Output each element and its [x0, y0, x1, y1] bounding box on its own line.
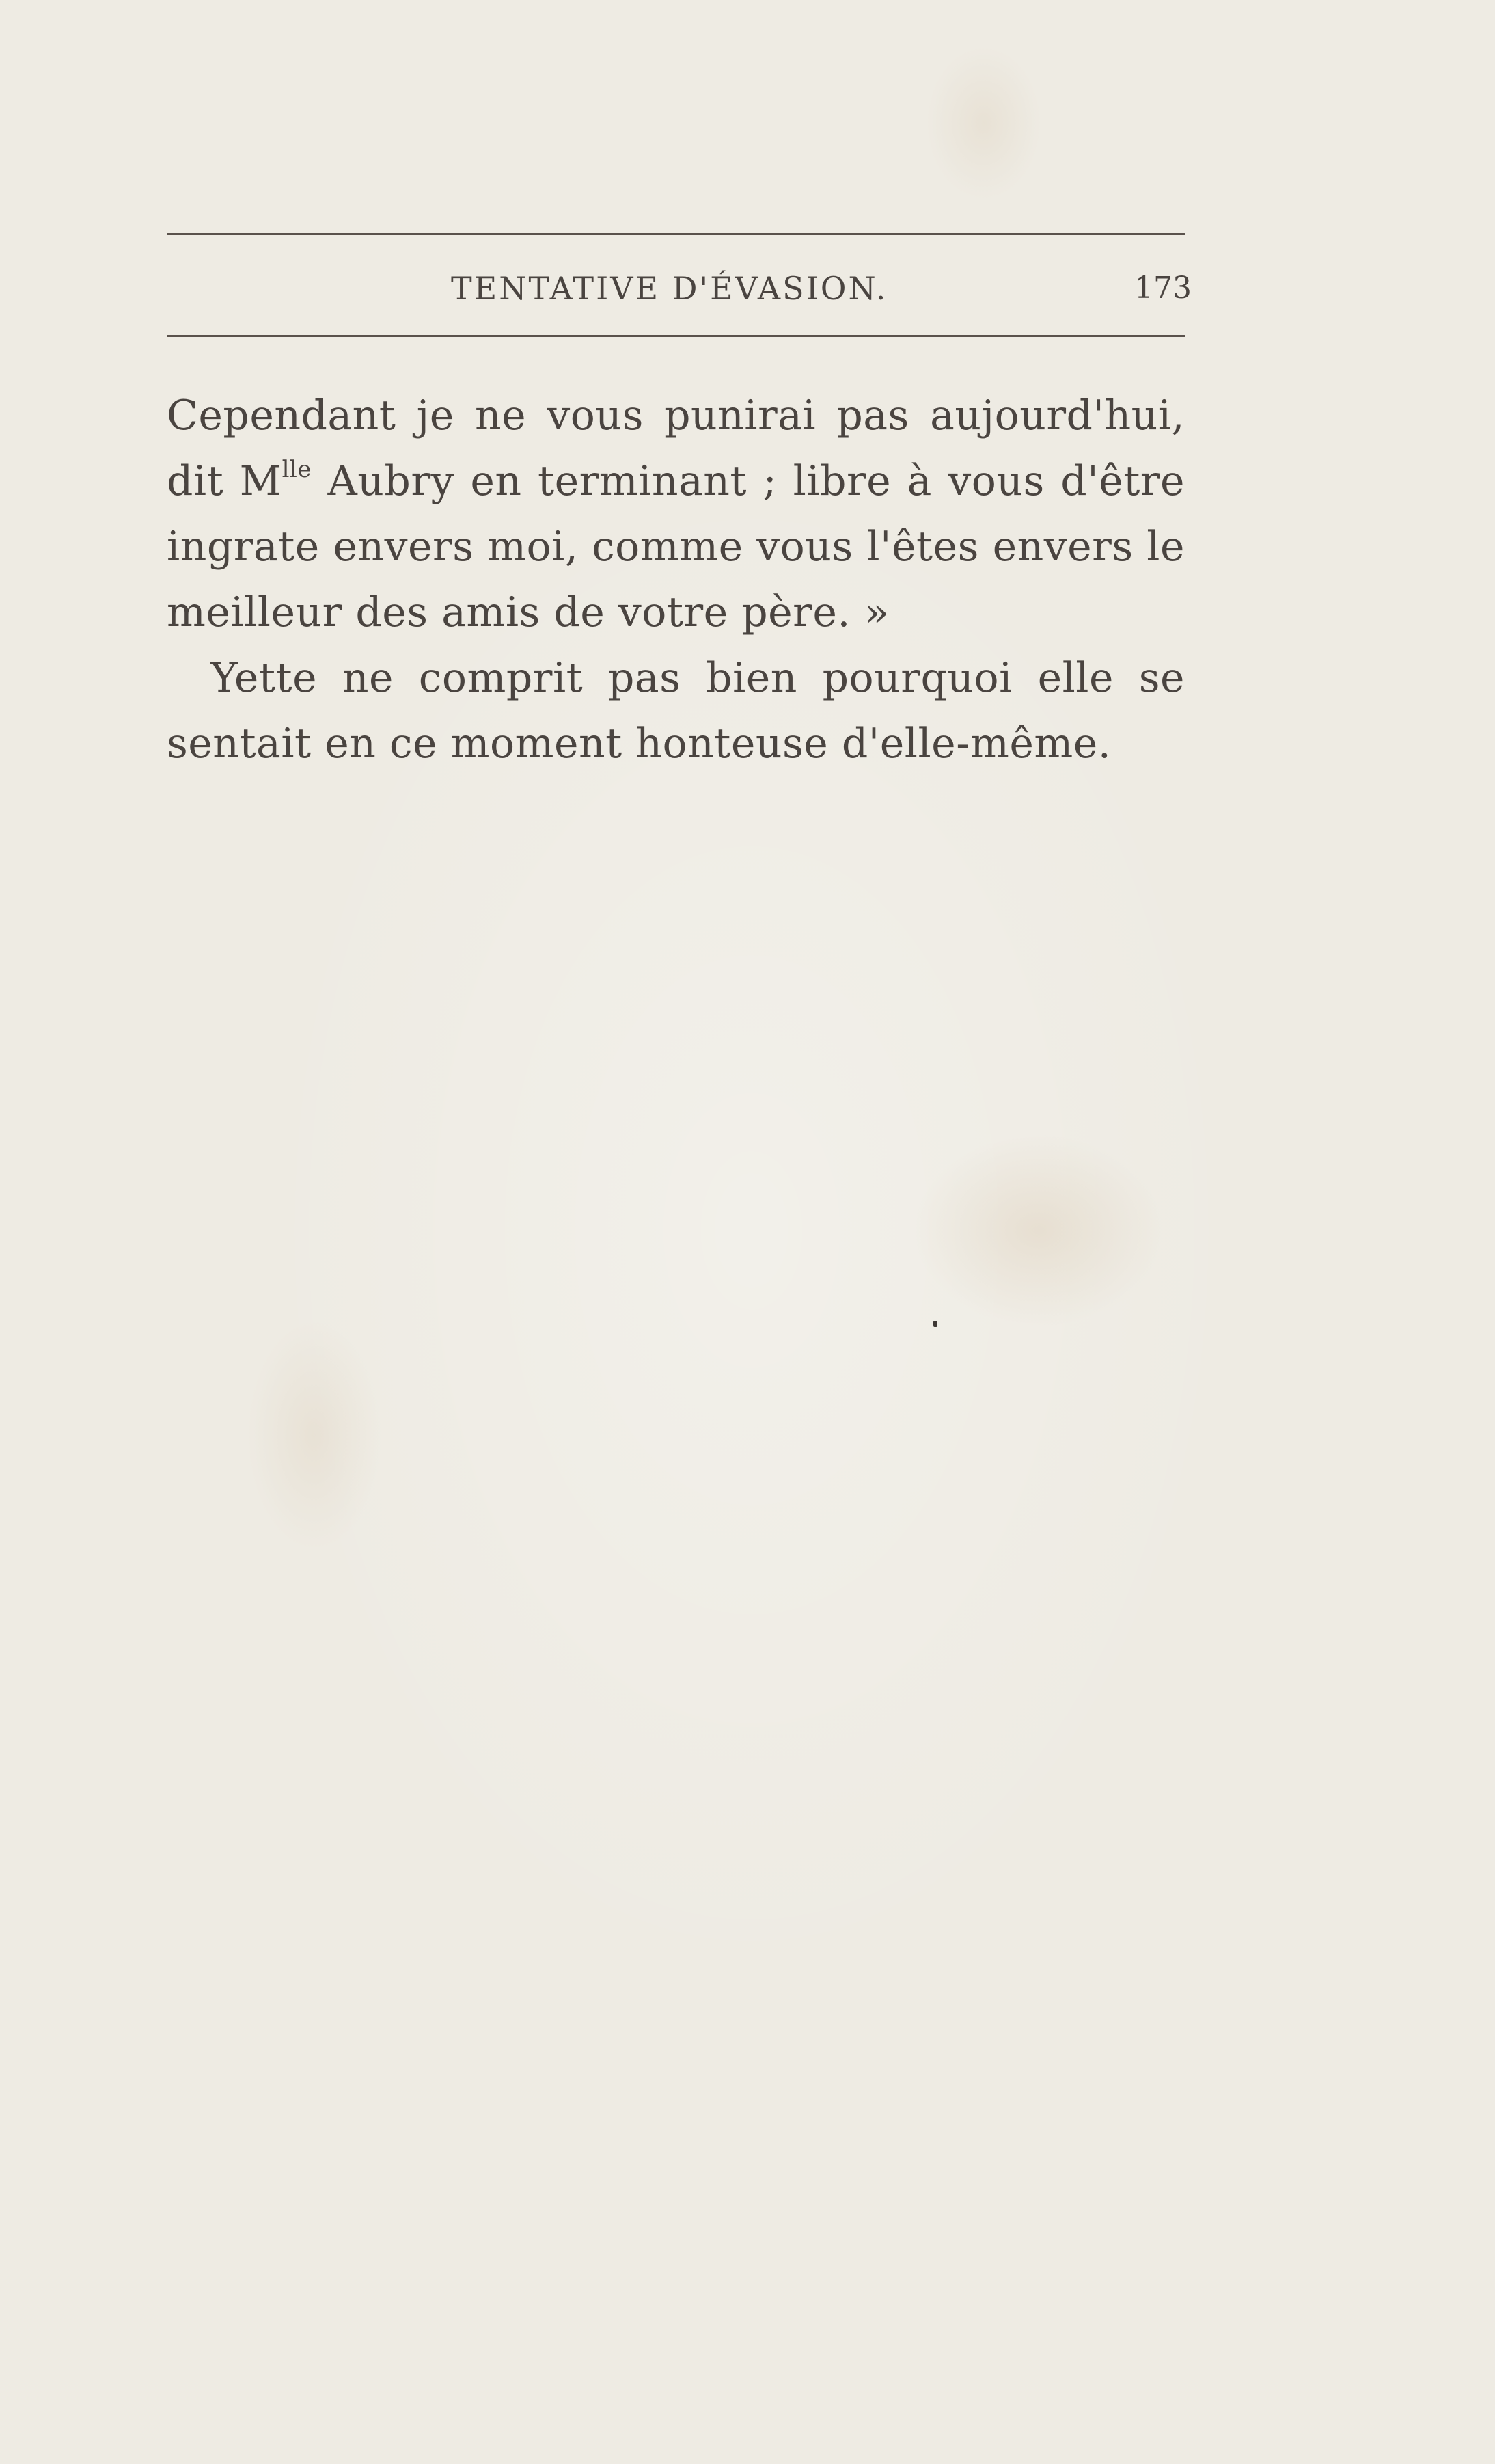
text-line-2-end: Aubry en terminant ; libre à vous d'être	[311, 457, 1185, 505]
page-number: 173	[1134, 271, 1192, 306]
header-rule-bottom	[167, 335, 1185, 337]
title-abbreviation: lle	[282, 456, 312, 483]
body-text	[167, 383, 1185, 776]
text-line-2-start: dit M	[167, 457, 282, 505]
text-line-3: ingrate envers moi, comme vous l'êtes envers le	[167, 523, 1185, 571]
text-line-6: sentait en ce moment honteuse d'elle-même.	[167, 720, 1112, 768]
text-line-5: Yette ne comprit pas bien pourquoi elle se	[210, 654, 1185, 702]
ink-speck	[933, 1321, 937, 1327]
header-rule-top	[167, 233, 1185, 235]
text-line-4: meilleur des amis de votre père. »	[167, 588, 890, 636]
text-line-2	[167, 448, 1185, 514]
running-title: TENTATIVE D'ÉVASION.	[451, 270, 888, 307]
text-line-1: Cependant je ne vous punirai pas aujourd'hui,	[167, 392, 1185, 439]
